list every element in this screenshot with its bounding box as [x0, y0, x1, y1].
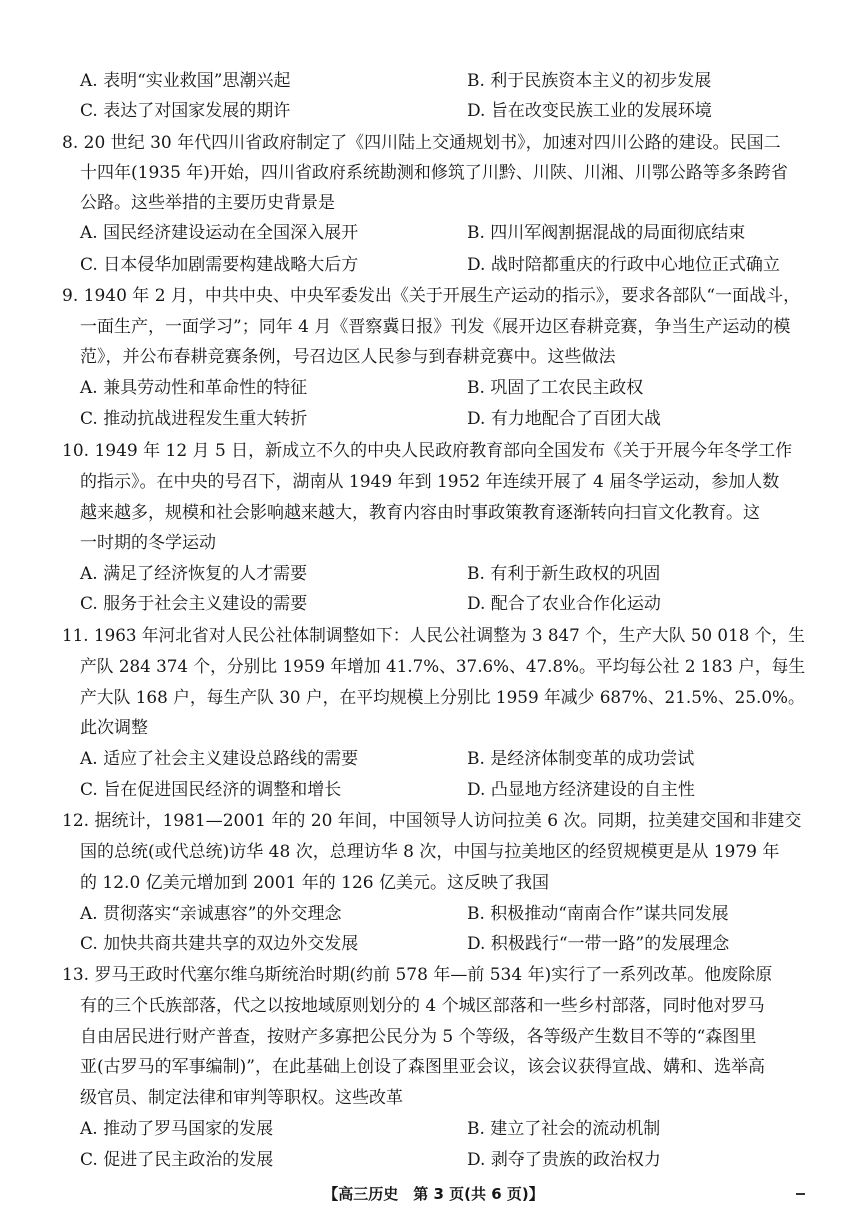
q11-option-d: D. 凸显地方经济建设的自主性	[467, 780, 695, 800]
q10-option-b: B. 有利于新生政权的巩固	[467, 564, 661, 584]
q12-stem-line: 的 12.0 亿美元增加到 2001 年的 126 亿美元。这反映了我国	[80, 873, 549, 893]
q10-option-a: A. 满足了经济恢复的人才需要	[80, 564, 308, 584]
q12-option-c: C. 加快共商共建共享的双边外交发展	[80, 934, 359, 954]
q13-stem-line: 自由居民进行财产普查，按财产多寡把公民分为 5 个等级，各等级产生数目不等的“森图里	[80, 1027, 757, 1047]
page-footer: 【高三历史 第 3 页(共 6 页)】	[323, 1185, 544, 1203]
q8-stem-line: 公路。这些举措的主要历史背景是	[80, 193, 335, 213]
q8-stem-line: 十四年(1935 年)开始，四川省政府系统勘测和修筑了川黔、川陕、川湘、川鄂公路等多条跨省	[80, 163, 788, 183]
q12-option-b: B. 积极推动“南南合作”谋共同发展	[467, 904, 729, 924]
q13-option-d: D. 剥夺了贵族的政治权力	[467, 1150, 661, 1170]
q13-option-c: C. 促进了民主政治的发展	[80, 1150, 274, 1170]
q12-stem-line: 国的总统(或代总统)访华 48 次，总理访华 8 次，中国与拉美地区的经贸规模更是从 1979 年	[80, 842, 780, 862]
q13-stem-line: 级官员、制定法律和审判等职权。这些改革	[80, 1088, 403, 1108]
q10-stem-line: 10. 1949 年 12 月 5 日，新成立不久的中央人民政府教育部向全国发布《关于开展今年冬学工作	[62, 441, 793, 461]
q13-stem-line: 13. 罗马王政时代塞尔维乌斯统治时期(约前 578 年—前 534 年)实行了一系列改革。他废除原	[62, 965, 773, 985]
q11-stem-line: 11. 1963 年河北省对人民公社体制调整如下：人民公社调整为 3 847 个，生产大队 50 018 个，生	[62, 626, 805, 646]
q12-option-d: D. 积极践行“一带一路”的发展理念	[467, 934, 730, 954]
q10-option-c: C. 服务于社会主义建设的需要	[80, 594, 308, 614]
q9-stem-line: 9. 1940 年 2 月，中共中央、中央军委发出《关于开展生产运动的指示》，要求各部队“一面战斗，	[62, 286, 801, 306]
q13-stem-line: 有的三个氏族部落，代之以按地域原则划分的 4 个城区部落和一些乡村部落，同时他对罗马	[80, 996, 765, 1016]
q10-stem-line: 一时期的冬学运动	[80, 533, 216, 553]
q7-option-d: D. 旨在改变民族工业的发展环境	[467, 101, 712, 121]
q11-option-a: A. 适应了社会主义建设总路线的需要	[80, 749, 359, 769]
q9-option-c: C. 推动抗战进程发生重大转折	[80, 409, 308, 429]
q8-option-c: C. 日本侵华加剧需要构建战略大后方	[80, 255, 359, 275]
q11-option-b: B. 是经济体制变革的成功尝试	[467, 749, 695, 769]
q10-stem-line: 的指示》。在中央的号召下，湖南从 1949 年到 1952 年连续开展了 4 届冬学运动，参加人数	[80, 472, 780, 492]
q9-option-a: A. 兼具劳动性和革命性的特征	[80, 378, 308, 398]
q13-option-a: A. 推动了罗马国家的发展	[80, 1119, 274, 1139]
q8-option-d: D. 战时陪都重庆的行政中心地位正式确立	[467, 255, 780, 275]
q8-stem-line: 8. 20 世纪 30 年代四川省政府制定了《四川陆上交通规划书》，加速对四川公路的建设。民国二	[62, 133, 781, 153]
q9-option-d: D. 有力地配合了百团大战	[467, 409, 661, 429]
q13-option-b: B. 建立了社会的流动机制	[467, 1119, 661, 1139]
q7-option-c: C. 表达了对国家发展的期许	[80, 101, 291, 121]
q12-option-a: A. 贯彻落实“亲诚惠容”的外交理念	[80, 904, 342, 924]
q10-stem-line: 越来越多，规模和社会影响越来越大，教育内容由时事政策教育逐渐转向扫盲文化教育。这	[80, 503, 760, 523]
q7-option-a: A. 表明“实业救国”思潮兴起	[80, 71, 291, 91]
scan-mark	[796, 1193, 805, 1195]
q9-stem-line: 一面生产，一面学习”；同年 4 月《晋察冀日报》刊发《展开边区春耕竞赛，争当生产运动的模	[80, 317, 791, 337]
q10-option-d: D. 配合了农业合作化运动	[467, 594, 661, 614]
q7-option-b: B. 利于民族资本主义的初步发展	[467, 71, 712, 91]
q9-option-b: B. 巩固了工农民主政权	[467, 378, 644, 398]
q11-stem-line: 产队 284 374 个，分别比 1959 年增加 41.7%、37.6%、47.8%。平均每公社 2 183 户，每生	[80, 657, 806, 677]
q8-option-a: A. 国民经济建设运动在全国深入展开	[80, 223, 359, 243]
q13-stem-line: 亚(古罗马的军事编制)”，在此基础上创设了森图里亚会议，该会议获得宣战、媾和、选举高	[80, 1057, 765, 1077]
q8-option-b: B. 四川军阀割据混战的局面彻底结束	[467, 223, 746, 243]
q11-option-c: C. 旨在促进国民经济的调整和增长	[80, 780, 342, 800]
q11-stem-line: 产大队 168 户，每生产队 30 户，在平均规模上分别比 1959 年减少 687%、21.5%、25.0%。	[80, 688, 805, 708]
q9-stem-line: 范》，并公布春耕竞赛条例，号召边区人民参与到春耕竞赛中。这些做法	[80, 347, 616, 367]
q11-stem-line: 此次调整	[80, 718, 148, 738]
q12-stem-line: 12. 据统计，1981—2001 年的 20 年间，中国领导人访问拉美 6 次。同期，拉美建交国和非建交	[62, 811, 802, 831]
